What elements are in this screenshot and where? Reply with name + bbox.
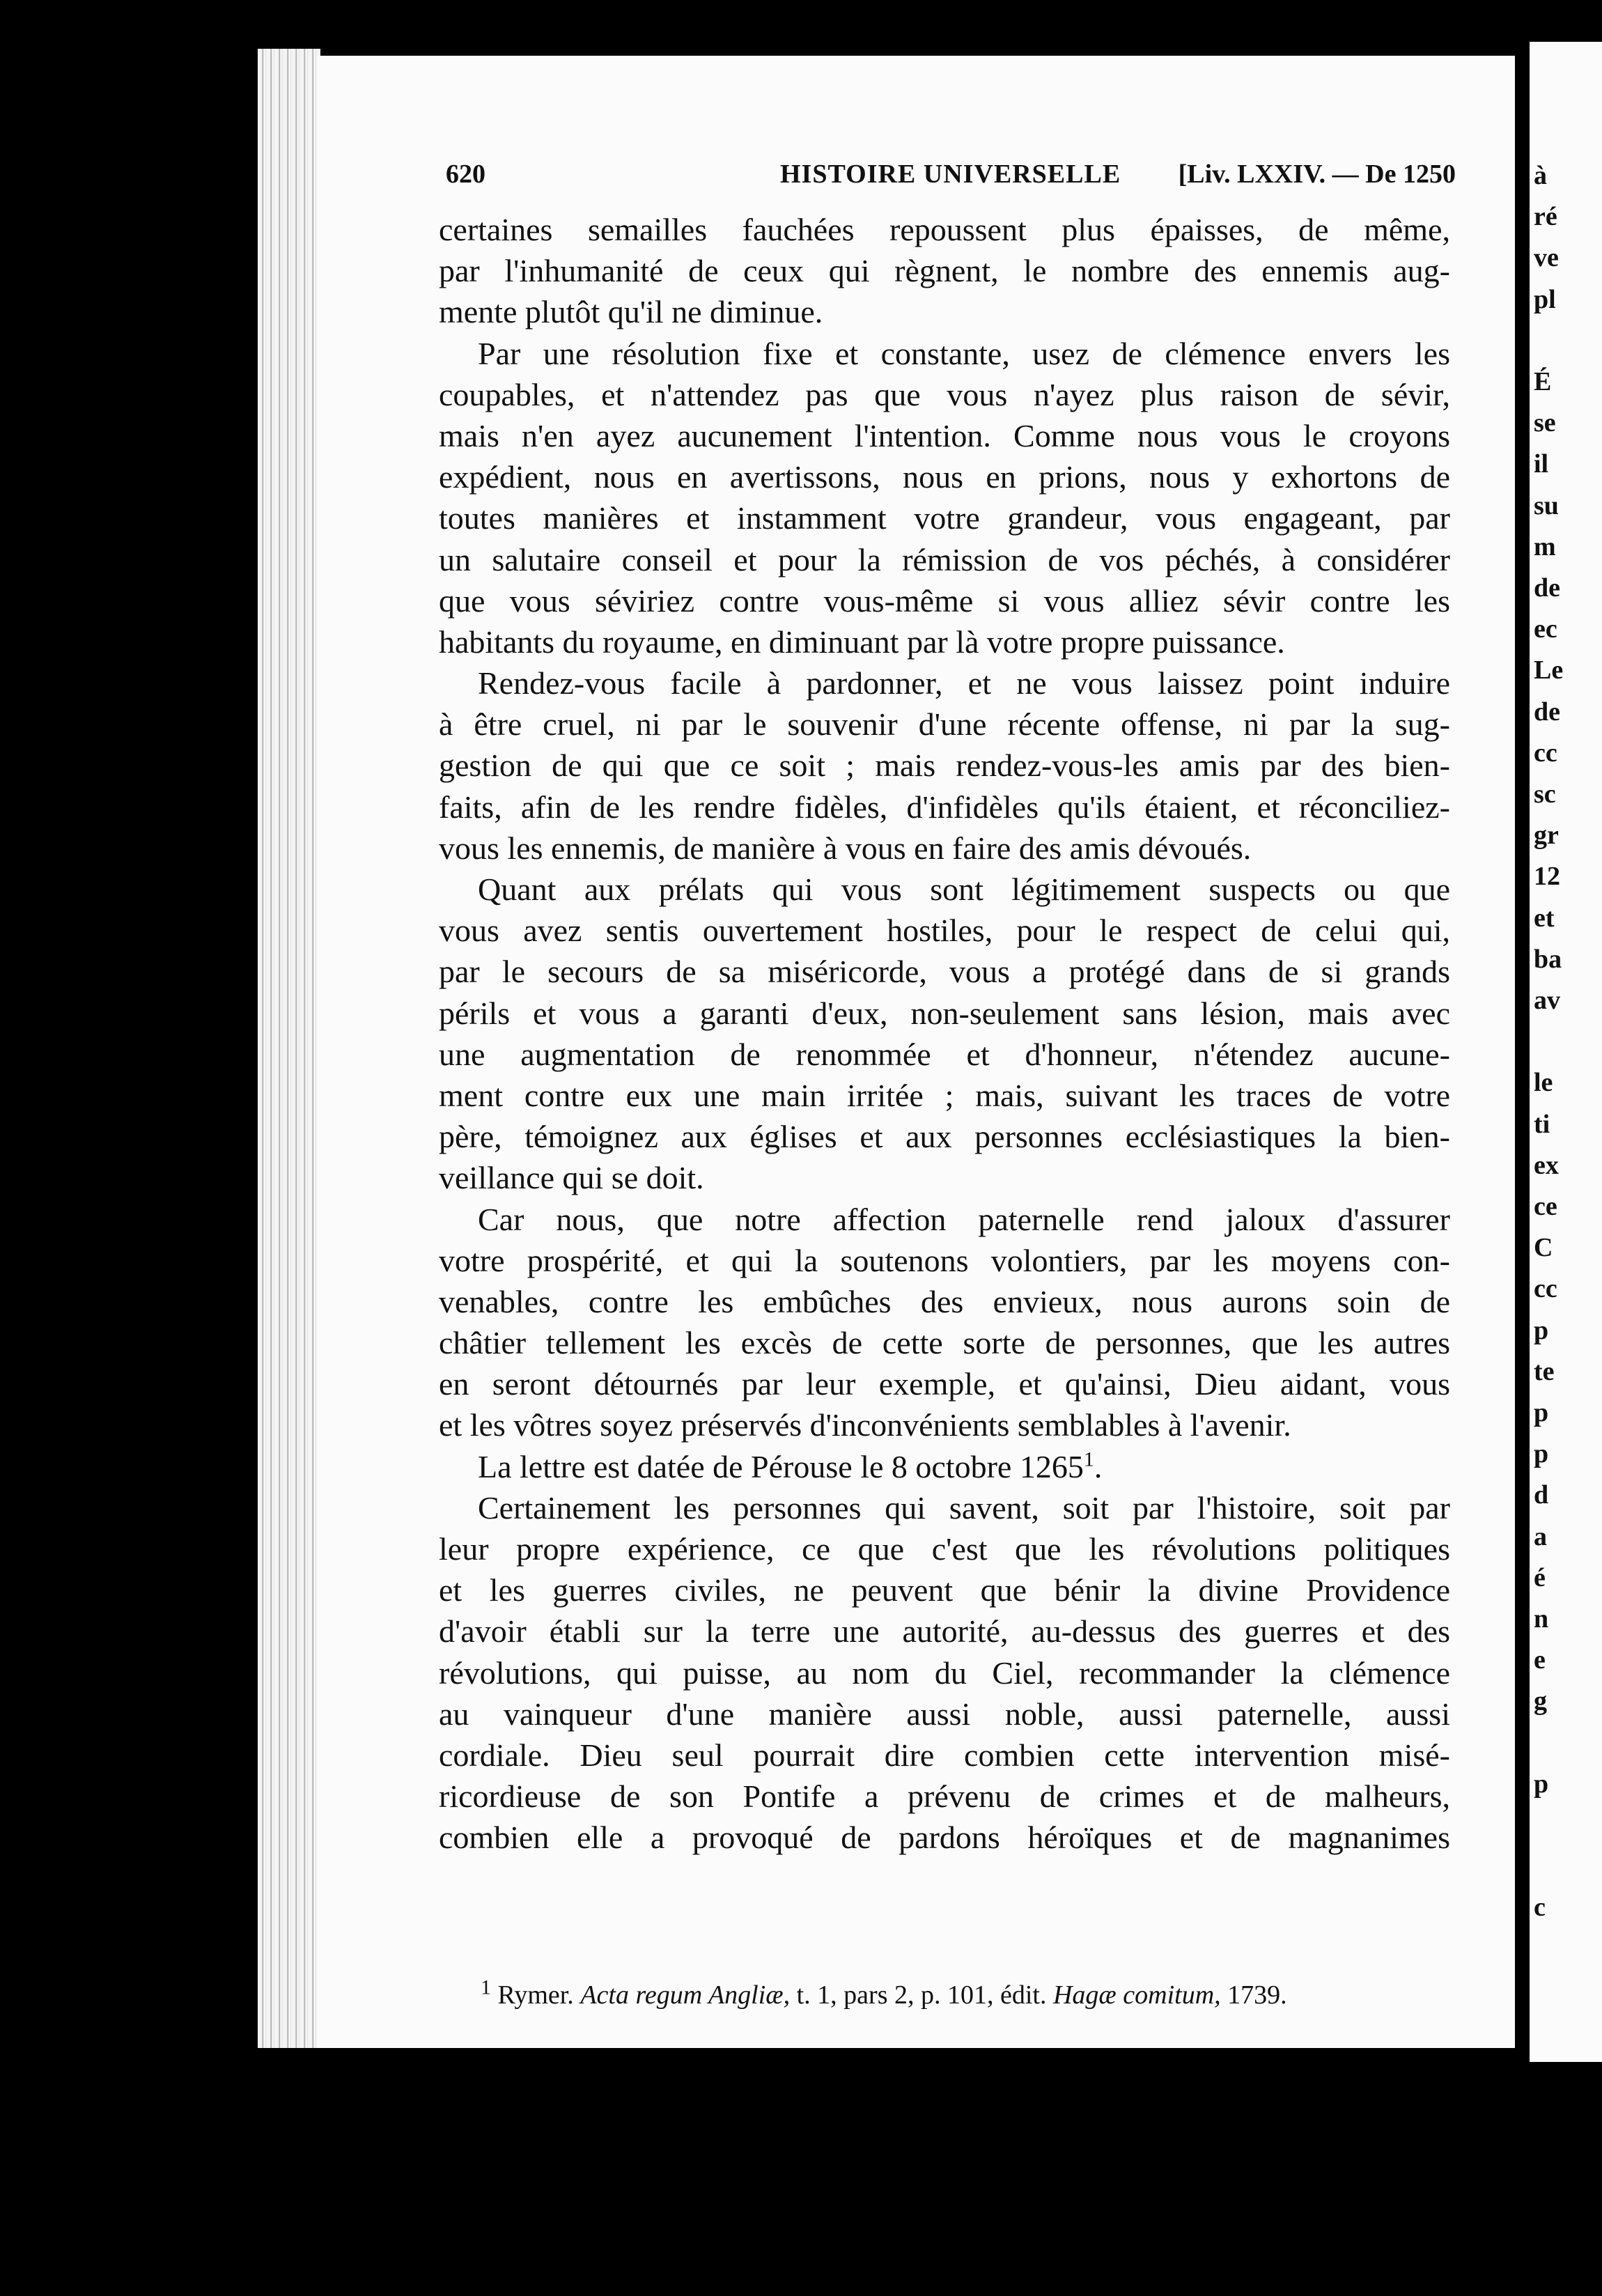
running-header xyxy=(446,159,1456,198)
adjacent-page-fragment: C xyxy=(1534,1233,1553,1263)
text-line: venables, contre les embûches des envieux, nous aurons soin de xyxy=(439,1283,1450,1319)
adjacent-page-fragment: cc xyxy=(1534,1274,1557,1304)
text-line: vous avez sentis ouvertement hostiles, pour le respect de celui qui, xyxy=(439,913,1450,949)
adjacent-page-fragment: ec xyxy=(1534,614,1557,644)
text-line: votre prospérité, et qui la soutenons volontiers, par les moyens con- xyxy=(439,1242,1450,1278)
footnote-marker: 1 xyxy=(481,1976,491,1999)
adjacent-page-fragment: g xyxy=(1534,1686,1547,1716)
text-line: expédient, nous en avertissons, nous en prions, nous y exhortons de xyxy=(439,459,1450,495)
text-line: mais n'en ayez aucunement l'intention. Comme nous vous le croyons xyxy=(439,417,1450,453)
footnote xyxy=(481,1976,1442,2010)
adjacent-page-fragment: il xyxy=(1534,449,1549,479)
adjacent-page-fragment: c xyxy=(1534,1893,1546,1923)
page-number: 620 xyxy=(446,160,485,189)
running-section: [Liv. LXXIV. — De 1250 xyxy=(1178,160,1456,189)
footnote-edition: Hagæ comitum, xyxy=(1052,1980,1221,2010)
adjacent-page-fragment: à xyxy=(1534,161,1547,190)
adjacent-page-fragment: de xyxy=(1534,697,1560,727)
text-line: mente plutôt qu'il ne diminue. xyxy=(439,294,823,330)
text-line: père, témoignez aux églises et aux personnes ecclésiastiques la bien- xyxy=(439,1119,1450,1155)
adjacent-page-fragment: pl xyxy=(1534,284,1556,314)
text-line: Certainement les personnes qui savent, soit par l'histoire, soit par xyxy=(478,1489,1450,1526)
body-text xyxy=(439,209,1450,1859)
text-line: habitants du royaume, en diminuant par là votre propre puissance. xyxy=(439,623,1285,660)
text-line: faits, afin de les rendre fidèles, d'infidèles qu'ils étaient, et réconciliez- xyxy=(439,789,1450,825)
text-line: par le secours de sa miséricorde, vous a protégé dans de si grands xyxy=(439,954,1450,990)
text-line: Car nous, que notre affection paternelle rend jaloux d'assurer xyxy=(478,1201,1450,1237)
text-line: La lettre est datée de Pérouse le 8 octobre 1265$^1$. xyxy=(478,1448,1103,1484)
text-line: toutes manières et instamment votre grandeur, vous engageant, par xyxy=(439,500,1450,536)
adjacent-page-fragment: ti xyxy=(1534,1109,1550,1139)
adjacent-page-fragment: te xyxy=(1534,1356,1555,1386)
adjacent-page-fragment: p xyxy=(1534,1315,1549,1345)
adjacent-page-fragment: su xyxy=(1534,490,1559,520)
text-line: un salutaire conseil et pour la rémission de vos péchés, à considérer xyxy=(439,541,1450,577)
footnote-work-title: Acta regum Angliæ, xyxy=(580,1980,791,2010)
adjacent-page-fragment: é xyxy=(1534,1562,1546,1592)
adjacent-page-fragment: p xyxy=(1534,1769,1549,1799)
text-line: châtier tellement les excès de cette sorte de personnes, que les autres xyxy=(439,1325,1450,1361)
adjacent-page-fragment: et xyxy=(1534,903,1555,933)
text-line: coupables, et n'attendez pas que vous n'ayez plus raison de sévir, xyxy=(439,376,1450,412)
adjacent-page xyxy=(1530,42,1602,2062)
text-line: ricordieuse de son Pontife a prévenu de crimes et de malheurs, xyxy=(439,1778,1450,1815)
adjacent-page-fragment: ex xyxy=(1534,1150,1559,1180)
adjacent-page-fragment: d xyxy=(1534,1480,1549,1510)
adjacent-page-fragment: ba xyxy=(1534,944,1562,974)
adjacent-page-fragment: 12 xyxy=(1534,862,1560,892)
text-line: Rendez-vous facile à pardonner, et ne vous laissez point induire xyxy=(478,665,1450,701)
text-line: et les guerres civiles, ne peuvent que bénir la divine Providence xyxy=(439,1572,1450,1608)
text-line: combien elle a provoqué de pardons héroïques et de magnanimes xyxy=(439,1820,1450,1856)
footnote-reference: 1 xyxy=(1083,1448,1094,1471)
text-line: une augmentation de renommée et d'honneur, n'étendez aucune- xyxy=(439,1036,1450,1072)
running-title: HISTOIRE UNIVERSELLE xyxy=(780,160,1121,189)
text-line: cordiale. Dieu seul pourrait dire combien cette intervention misé- xyxy=(439,1737,1450,1773)
adjacent-page-fragment: Le xyxy=(1534,656,1564,685)
adjacent-page-fragment: m xyxy=(1534,532,1556,561)
text-line: au vainqueur d'une manière aussi noble, aussi paternelle, aussi xyxy=(439,1696,1450,1732)
text-line: certaines semailles fauchées repoussent plus épaisses, de même, xyxy=(439,212,1450,247)
adjacent-page-fragment: ce xyxy=(1534,1192,1557,1221)
footnote-year: 1739. xyxy=(1227,1980,1287,2010)
adjacent-page-fragment: n xyxy=(1534,1604,1549,1634)
text-line: vous les ennemis, de manière à vous en faire des amis dévoués. xyxy=(439,830,1252,866)
text-line: Quant aux prélats qui vous sont légitimement suspects ou que xyxy=(478,871,1450,907)
text-line: gestion de qui que ce soit ; mais rendez-vous-les amis par des bien- xyxy=(439,747,1450,784)
adjacent-page-fragment: sc xyxy=(1534,779,1556,809)
adjacent-page-fragment: de xyxy=(1534,573,1560,603)
text-line: d'avoir établi sur la terre une autorité, au-dessus des guerres et des xyxy=(439,1613,1450,1650)
text-line: révolutions, qui puisse, au nom du Ciel, recommander la clémence xyxy=(439,1654,1450,1691)
adjacent-page-fragment: ve xyxy=(1534,243,1559,273)
adjacent-page-fragment: gr xyxy=(1534,821,1559,851)
text-line: ment contre eux une main irritée ; mais, suivant les traces de votre xyxy=(439,1077,1450,1113)
adjacent-page-fragment: É xyxy=(1534,367,1552,396)
text-line: à être cruel, ni par le souvenir d'une récente offense, ni par la sug- xyxy=(439,706,1450,743)
adjacent-page-fragment: se xyxy=(1534,408,1556,438)
text-line: veillance qui se doit. xyxy=(439,1160,704,1196)
adjacent-page-fragment: ré xyxy=(1534,202,1557,232)
adjacent-page-fragment: le xyxy=(1534,1068,1553,1098)
adjacent-page-fragment: p xyxy=(1534,1398,1549,1427)
text-line: en seront détournés par leur exemple, et qu'ainsi, Dieu aidant, vous xyxy=(439,1366,1450,1402)
footnote-author: Rymer. xyxy=(497,1980,574,2010)
book-page-edges xyxy=(258,49,320,2048)
text-line: Par une résolution fixe et constante, usez de clémence envers les xyxy=(478,335,1450,371)
text-line: que vous séviriez contre vous-même si vous alliez sévir contre les xyxy=(439,582,1450,619)
adjacent-page-fragment: cc xyxy=(1534,738,1557,768)
adjacent-page-fragment: e xyxy=(1534,1645,1546,1675)
text-line: et les vôtres soyez préservés d'inconvénients semblables à l'avenir. xyxy=(439,1407,1291,1443)
footnote-locator: t. 1, pars 2, p. 101, édit. xyxy=(796,1980,1047,2010)
adjacent-page-fragment: p xyxy=(1534,1439,1549,1469)
text-line: périls et vous a garanti d'eux, non-seulement sans lésion, mais avec xyxy=(439,995,1450,1031)
text-line: par l'inhumanité de ceux qui règnent, le nombre des ennemis aug- xyxy=(439,253,1450,289)
adjacent-page-fragment: a xyxy=(1534,1521,1547,1551)
text-line: leur propre expérience, ce que c'est que les révolutions politiques xyxy=(439,1531,1450,1567)
adjacent-page-fragment: av xyxy=(1534,986,1560,1015)
